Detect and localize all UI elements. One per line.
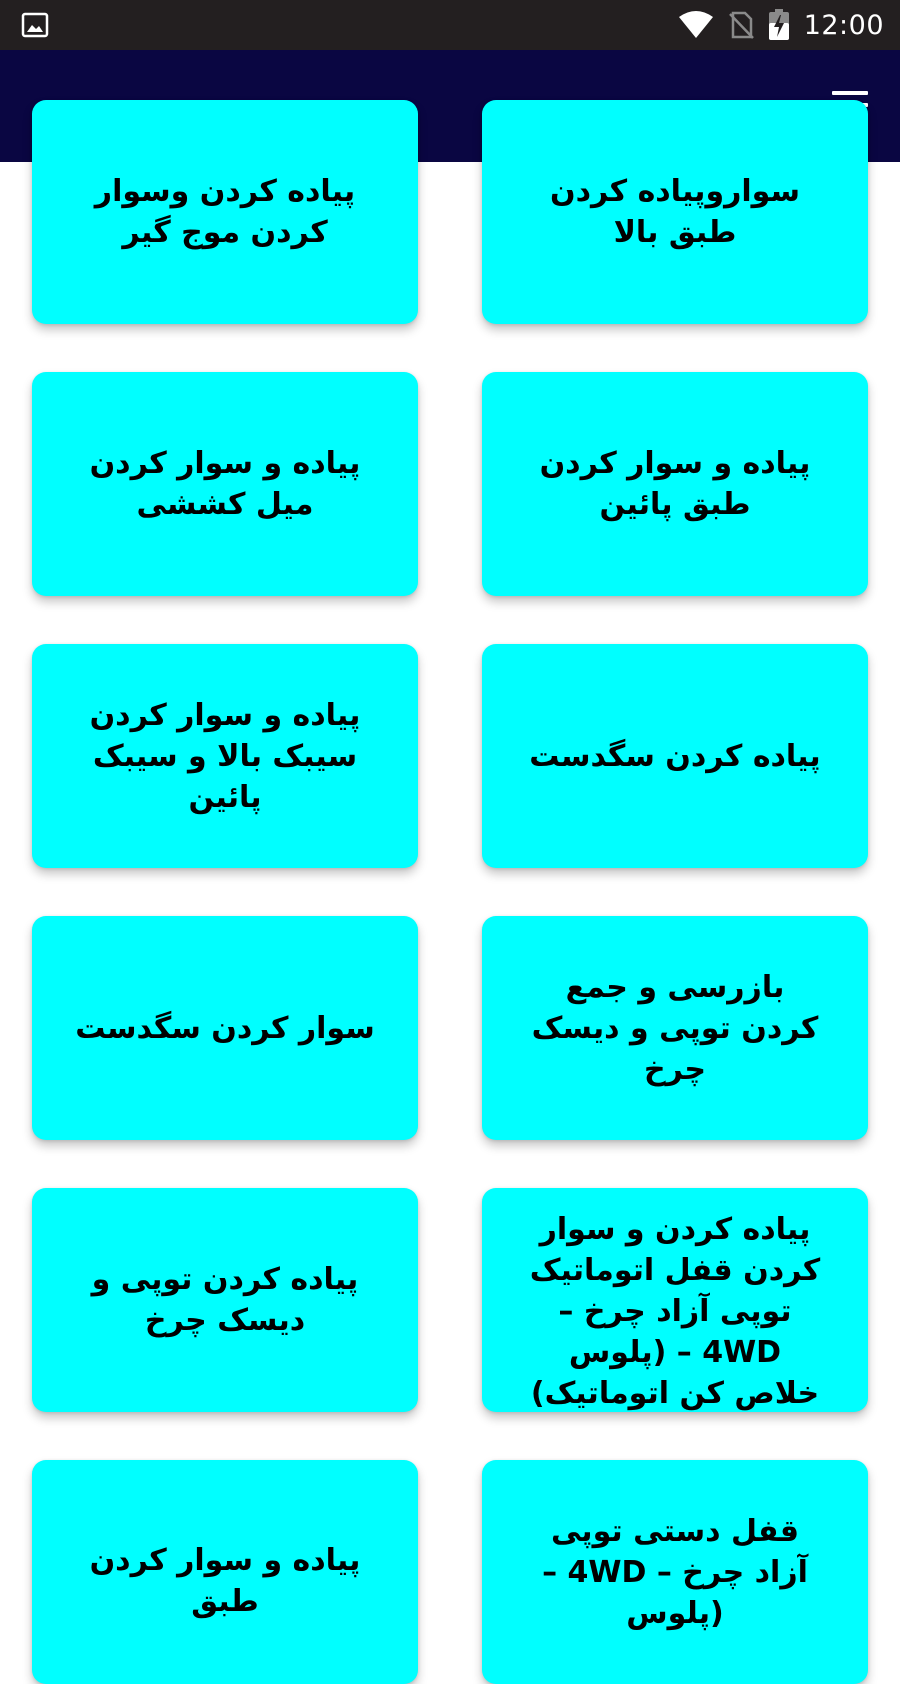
card-label: پیاده و سوار کردن طبق (89, 1543, 361, 1619)
card-label: قفل دستی توپی آزاد چرخ – 4WD – (پلوس (542, 1513, 808, 1631)
battery-charging-icon (768, 9, 790, 41)
card-label: پیاده کردن و سوار کردن قفل اتوماتیک توپی آزاد چرخ – 4WD – (پلوس خلاص کن اتوماتیک) (529, 1211, 821, 1411)
card-knuckle-install[interactable] (32, 916, 418, 1140)
card-label: پیاده کردن سگدست (529, 738, 821, 774)
card-label: سواروپیاده کردن طبق بالا (550, 174, 800, 250)
card-label: پیاده کردن وسوار کردن موج گیر (94, 174, 356, 250)
card-label: پیاده و سوار کردن طبق پائین (539, 446, 811, 522)
card-shock-absorber-remove-install[interactable] (32, 100, 418, 324)
card-upper-arm-remove-install[interactable] (482, 100, 868, 324)
card-label: پیاده کردن توپی و دیسک چرخ (91, 1262, 359, 1338)
status-icons (678, 0, 884, 50)
card-knuckle-remove[interactable] (482, 644, 868, 868)
card-tie-rod-remove-install[interactable] (32, 372, 418, 596)
status-bar (0, 0, 900, 50)
card-label: پیاده و سوار کردن سیبک بالا و سیبک پائین (89, 697, 361, 815)
card-hub-disc-remove[interactable] (32, 1188, 418, 1412)
card-lower-arm-remove-install[interactable] (482, 372, 868, 596)
card-label: بازرسی و جمع کردن توپی و دیسک چرخ (531, 969, 819, 1087)
card-auto-hub-lock-remove-install[interactable] (482, 1188, 868, 1412)
wifi-icon (678, 11, 714, 39)
card-ball-joints-remove-install[interactable] (32, 644, 418, 868)
card-manual-hub-lock[interactable] (482, 1460, 868, 1684)
card-label: پیاده و سوار کردن میل کششی (89, 446, 361, 522)
card-label: سوار کردن سگدست (75, 1010, 375, 1046)
no-sim-icon (728, 10, 754, 40)
card-arm-remove-install[interactable] (32, 1460, 418, 1684)
card-hub-disc-inspect-assemble[interactable] (482, 916, 868, 1140)
card-grid-scroll[interactable] (0, 162, 900, 1631)
status-time: 12:00 (803, 9, 884, 41)
image-icon (22, 13, 48, 37)
